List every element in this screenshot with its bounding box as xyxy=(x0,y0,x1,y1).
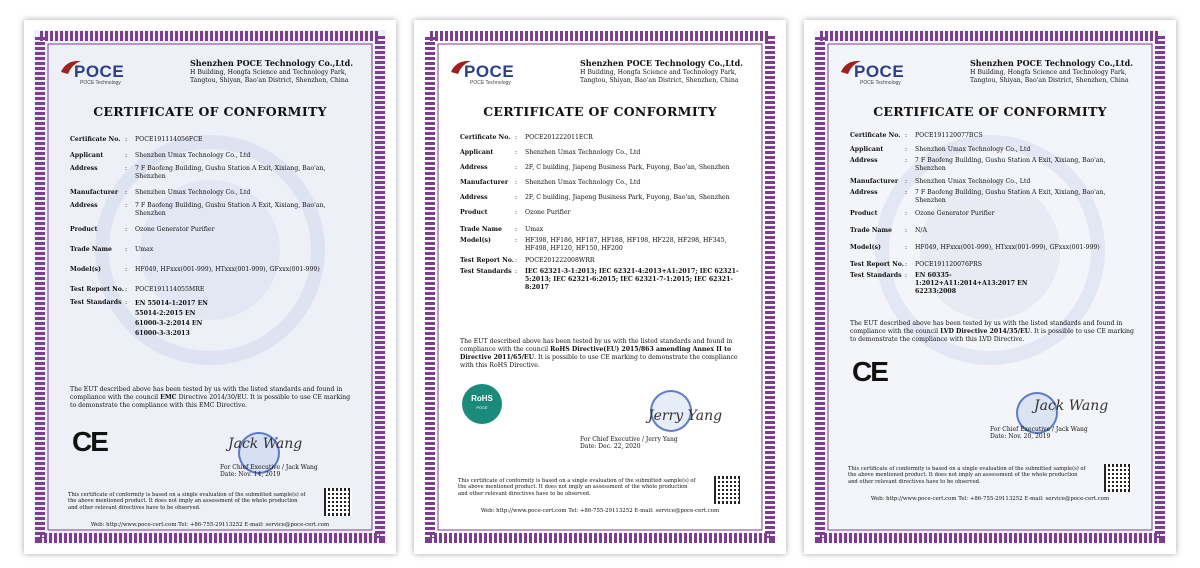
signer-info xyxy=(220,464,318,478)
field-label: Certificate No. xyxy=(460,134,511,141)
issuer-name: Shenzhen POCE Technology Co.,Ltd. xyxy=(190,58,353,68)
field-label: Address xyxy=(850,157,878,164)
certificate-fields xyxy=(850,130,1136,296)
field-label: Applicant xyxy=(70,152,104,159)
field-label: Test Standards xyxy=(850,272,902,279)
certificate-title: CERTIFICATE OF CONFORMITY xyxy=(483,104,717,119)
field-label: Address xyxy=(460,164,488,171)
field-row-test-report: Test Report No. : POCE201222008WRR xyxy=(460,257,746,265)
field-value: Shenzhen Umax Technology Co., Ltd xyxy=(525,149,641,156)
field-value: HF398, HF186, HF187, HF188, HF198, HF228, HF298, HF345, HF498, HF120, HF150, HF200 xyxy=(525,237,727,252)
field-row-manufacturer: Manufacturer : Shenzhen Umax Technology Co., Ltd xyxy=(70,189,356,197)
field-label: Address xyxy=(850,189,878,196)
field-label: Test Standards xyxy=(70,299,122,306)
footer-contact: Web: http://www.poce-cert.com Tel: +86-755-29113252 E-mail: service@poce-cert.com xyxy=(870,496,1110,502)
rohs-label: RoHS xyxy=(471,394,493,403)
field-row-address: Address : 7 F Baofeng Building, Gushu Station A Exit, Xixiang, Bao'an, Shenzhen xyxy=(850,189,1136,205)
field-label: Product xyxy=(70,226,98,233)
compliance-statement: The EUT described above has been tested by us with the listed standards and found in compliance with the council RoHS Directive(EU) 2015/863 amending Annex II to Directive 2011/65/EU. It is possible to use CE marking to demonstrate the compliance with this RoHS Directive. xyxy=(460,338,738,369)
issuer-address-line2: Tangtou, Shiyan, Bao'an District, Shenzhen, China xyxy=(190,77,349,84)
field-label: Address xyxy=(460,194,488,201)
field-value: IEC 62321-3-1:2013; IEC 62321-4:2013+A1:2017; IEC 62321-5:2013; IEC 62321-6:2015; IEC 62321-7-1:2015; IEC 62321-8:2017 xyxy=(525,268,739,291)
field-label: Manufacturer xyxy=(460,179,509,186)
field-label: Model(s) xyxy=(850,244,881,251)
logo-subtitle: POCE Technology xyxy=(470,80,511,86)
rohs-badge xyxy=(462,384,502,424)
field-label: Test Report No. xyxy=(850,261,904,268)
qr-code xyxy=(324,488,352,516)
footer-contact: Web: http://www.poce-cert.com Tel: +86-755-29113252 E-mail: service@poce-cert.com xyxy=(90,522,330,528)
issuer-block xyxy=(190,58,360,85)
field-value: POCE191120077BCS xyxy=(915,132,983,139)
field-value: Ozone Purifier xyxy=(525,209,571,216)
field-row-address: Address : 2F, C building, Jiapeng Business Park, Fuyong, Bao'an, Shenzhen xyxy=(460,194,746,202)
field-value: 7 F Baofeng Building, Gushu Station A Exit, Xixiang, Bao'an, Shenzhen xyxy=(135,202,326,217)
field-row-trade-name: Trade Name : Umax xyxy=(70,246,356,254)
logo-text: POCE xyxy=(74,62,125,81)
field-value: POCE201222008WRR xyxy=(525,257,595,264)
field-row-certificate-no: Certificate No. : POCE191114056FCE xyxy=(70,136,356,144)
qr-code xyxy=(714,476,742,504)
issuer-address-line2: Tangtou, Shiyan, Bao'an District, Shenzhen, China xyxy=(580,77,739,84)
field-row-models: Model(s) : HF049, HFxxx(001-999), HTxxx(001-999), GFxxx(001-999) xyxy=(850,244,1136,252)
ce-mark: CE xyxy=(852,356,887,387)
issuer-block xyxy=(970,58,1140,85)
field-label: Test Report No. xyxy=(70,286,124,293)
field-row-address: Address : 7 F Baofeng Building, Gushu Station A Exit, Xixiang, Bao'an, Shenzhen xyxy=(850,157,1136,173)
disclaimer: This certificate of conformity is based on a single evaluation of the submitted sample(s) of the above mentioned product. It does not imply an assessment of the whole production and other relevant directives have to be observed. xyxy=(68,492,306,511)
field-label: Trade Name xyxy=(460,226,502,233)
field-value: HF049, HFxxx(001-999), HTxxx(001-999), GFxxx(001-999) xyxy=(135,266,320,273)
field-label: Certificate No. xyxy=(850,132,901,139)
field-value: N/A xyxy=(915,227,927,234)
issuer-address-line1: H Building, Hongfa Science and Technology Park, xyxy=(580,69,737,76)
issuer-address-line2: Tangtou, Shiyan, Bao'an District, Shenzhen, China xyxy=(970,77,1129,84)
certificate-page xyxy=(814,30,1166,544)
field-row-manufacturer: Manufacturer : Shenzhen Umax Technology Co., Ltd xyxy=(850,178,1136,186)
issue-date: Date: Nov. 20, 2019 xyxy=(990,433,1051,440)
field-value: Shenzhen Umax Technology Co., Ltd xyxy=(525,179,641,186)
signer-line: For Chief Executive / Jerry Yang xyxy=(580,436,678,443)
rohs-sublabel: POCE xyxy=(476,405,488,410)
field-row-applicant: Applicant : Shenzhen Umax Technology Co., Ltd xyxy=(460,149,746,157)
compliance-statement: The EUT described above has been tested by us with the listed standards and found in compliance with the council EMC Directive 2014/30/EU. It is possible to use CE marking to demonstrate the compliance with this EMC Directive. xyxy=(70,386,351,409)
field-row-applicant: Applicant : Shenzhen Umax Technology Co., Ltd xyxy=(850,146,1136,154)
field-row-manufacturer: Manufacturer : Shenzhen Umax Technology Co., Ltd xyxy=(460,179,746,187)
logo-text: POCE xyxy=(464,62,515,81)
field-label: Test Report No. xyxy=(460,257,514,264)
field-value: Shenzhen Umax Technology Co., Ltd xyxy=(135,189,251,196)
field-label: Applicant xyxy=(460,149,494,156)
field-value: Shenzhen Umax Technology Co., Ltd xyxy=(915,146,1031,153)
logo-subtitle: POCE Technology xyxy=(80,80,121,86)
field-value: Ozone Generator Purifier xyxy=(915,210,995,217)
footer-contact: Web: http://www.poce-cert.com Tel: +86-755-29113252 E-mail: service@poce-cert.com xyxy=(480,508,720,514)
certificate-title: CERTIFICATE OF CONFORMITY xyxy=(873,104,1107,119)
signature: Jack Wang xyxy=(1034,398,1109,414)
field-row-test-report: Test Report No. : POCE191114055MRE xyxy=(70,286,356,294)
field-row-product: Product : Ozone Purifier xyxy=(460,209,746,217)
field-value: 7 F Baofeng Building, Gushu Station A Exit, Xixiang, Bao'an, Shenzhen xyxy=(135,165,326,180)
certificate-card-2 xyxy=(414,20,786,554)
logo-text: POCE xyxy=(854,62,905,81)
signer-line: For Chief Executive / Jack Wang xyxy=(990,426,1088,433)
field-value: HF049, HFxxx(001-999), HTxxx(001-999), GFxxx(001-999) xyxy=(915,244,1100,251)
field-label: Model(s) xyxy=(70,266,101,273)
field-value: Umax xyxy=(525,226,544,233)
field-label: Trade Name xyxy=(70,246,112,253)
field-value: POCE201222011ECR xyxy=(525,134,593,141)
field-label: Product xyxy=(460,209,488,216)
field-row-address: Address : 7 F Baofeng Building, Gushu Station A Exit, Xixiang, Bao'an, Shenzhen xyxy=(70,165,356,181)
field-row-address: Address : 7 F Baofeng Building, Gushu Station A Exit, Xixiang, Bao'an, Shenzhen xyxy=(70,202,356,218)
field-label: Product xyxy=(850,210,878,217)
issuer-address-line1: H Building, Hongfa Science and Technology Park, xyxy=(970,69,1127,76)
issuer-name: Shenzhen POCE Technology Co.,Ltd. xyxy=(970,58,1133,68)
field-value: Shenzhen Umax Technology Co., Ltd xyxy=(915,178,1031,185)
field-label: Trade Name xyxy=(850,227,892,234)
certificate-fields xyxy=(70,130,356,339)
field-label: Model(s) xyxy=(460,237,491,244)
field-value: 2F, C building, Jiapeng Business Park, Fuyong, Bao'an, Shenzhen xyxy=(525,194,730,201)
field-label: Manufacturer xyxy=(70,189,119,196)
field-row-test-standards: Test Standards : EN 55014-1:2017 EN 55014-2:2015 EN 61000-3-2:2014 EN 61000-3-3:2013 xyxy=(70,299,356,339)
field-row-product: Product : Ozone Generator Purifier xyxy=(70,226,356,234)
field-row-models: Model(s) : HF398, HF186, HF187, HF188, HF198, HF228, HF298, HF345, HF498, HF120, HF150, HF200 xyxy=(460,237,746,253)
certificate-title: CERTIFICATE OF CONFORMITY xyxy=(93,104,327,119)
issue-date: Date: Nov. 14, 2019 xyxy=(220,471,281,478)
poce-logo xyxy=(840,56,910,90)
field-label: Certificate No. xyxy=(70,136,121,143)
signature: Jerry Yang xyxy=(648,408,723,424)
certificate-card-3 xyxy=(804,20,1176,554)
field-row-applicant: Applicant : Shenzhen Umax Technology Co., Ltd xyxy=(70,152,356,160)
field-row-certificate-no: Certificate No. : POCE201222011ECR xyxy=(460,134,746,142)
field-label: Address xyxy=(70,165,98,172)
field-label: Address xyxy=(70,202,98,209)
field-row-models: Model(s) : HF049, HFxxx(001-999), HTxxx(001-999), GFxxx(001-999) xyxy=(70,266,356,274)
poce-logo xyxy=(450,56,520,90)
certificate-fields xyxy=(460,130,746,292)
field-row-test-report: Test Report No. : POCE191120076PRS xyxy=(850,261,1136,269)
field-row-address: Address : 2F, C building, Jiapeng Business Park, Fuyong, Bao'an, Shenzhen xyxy=(460,164,746,172)
disclaimer: This certificate of conformity is based on a single evaluation of the submitted sample(s) of the above mentioned product. It does not imply an assessment of the whole production and other relevant directives have to be observed. xyxy=(458,478,696,497)
field-label: Test Standards xyxy=(460,268,512,275)
field-value: EN 55014-1:2017 EN 55014-2:2015 EN 61000-3-2:2014 EN 61000-3-3:2013 xyxy=(135,300,208,337)
signer-info xyxy=(990,426,1088,440)
field-label: Manufacturer xyxy=(850,178,899,185)
field-value: POCE191120076PRS xyxy=(915,261,982,268)
field-row-test-standards: Test Standards : IEC 62321-3-1:2013; IEC 62321-4:2013+A1:2017; IEC 62321-5:2013; IEC 62321-6:2015; IEC 62321-7-1:2015; IEC 62321-8:2017 xyxy=(460,268,746,292)
issuer-name: Shenzhen POCE Technology Co.,Ltd. xyxy=(580,58,743,68)
field-value: Ozone Generator Purifier xyxy=(135,226,215,233)
issue-date: Date: Dec. 22, 2020 xyxy=(580,443,641,450)
certificate-card-1 xyxy=(24,20,396,554)
field-value: 7 F Baofeng Building, Gushu Station A Exit, Xixiang, Bao'an, Shenzhen xyxy=(915,189,1106,204)
issuer-address-line1: H Building, Hongfa Science and Technology Park, xyxy=(190,69,347,76)
issuer-block xyxy=(580,58,750,85)
compliance-statement: The EUT described above has been tested by us with the listed standards and found in compliance with the council LVD Directive 2014/35/EU. It is possible to use CE marking to demonstrate the compliance with this LVD Directive. xyxy=(850,320,1135,343)
field-value: POCE191114055MRE xyxy=(135,286,205,293)
signature: Jack Wang xyxy=(228,436,303,452)
field-value: 7 F Baofeng Building, Gushu Station A Exit, Xixiang, Bao'an, Shenzhen xyxy=(915,157,1106,172)
ce-mark: CE xyxy=(72,426,107,457)
field-value: EN 60335-1:2012+A11:2014+A13:2017 EN 62233:2008 xyxy=(915,272,1028,295)
field-value: 2F, C building, Jiapeng Business Park, Fuyong, Bao'an, Shenzhen xyxy=(525,164,730,171)
field-row-product: Product : Ozone Generator Purifier xyxy=(850,210,1136,218)
poce-logo xyxy=(60,56,130,90)
field-row-trade-name: Trade Name : N/A xyxy=(850,227,1136,235)
certificate-page xyxy=(424,30,776,544)
disclaimer: This certificate of conformity is based on a single evaluation of the submitted sample(s) of the above mentioned product. It does not imply an assessment of the whole production and other relevant directives have to be observed. xyxy=(848,466,1086,485)
field-value: POCE191114056FCE xyxy=(135,136,203,143)
signer-line: For Chief Executive / Jack Wang xyxy=(220,464,318,471)
field-label: Applicant xyxy=(850,146,884,153)
field-value: Shenzhen Umax Technology Co., Ltd xyxy=(135,152,251,159)
field-row-trade-name: Trade Name : Umax xyxy=(460,226,746,234)
signer-info xyxy=(580,436,678,450)
logo-subtitle: POCE Technology xyxy=(860,80,901,86)
field-row-certificate-no: Certificate No. : POCE191120077BCS xyxy=(850,132,1136,140)
certificate-page xyxy=(34,30,386,544)
field-row-test-standards: Test Standards : EN 60335-1:2012+A11:2014+A13:2017 EN 62233:2008 xyxy=(850,272,1136,296)
qr-code xyxy=(1104,464,1132,492)
field-value: Umax xyxy=(135,246,154,253)
